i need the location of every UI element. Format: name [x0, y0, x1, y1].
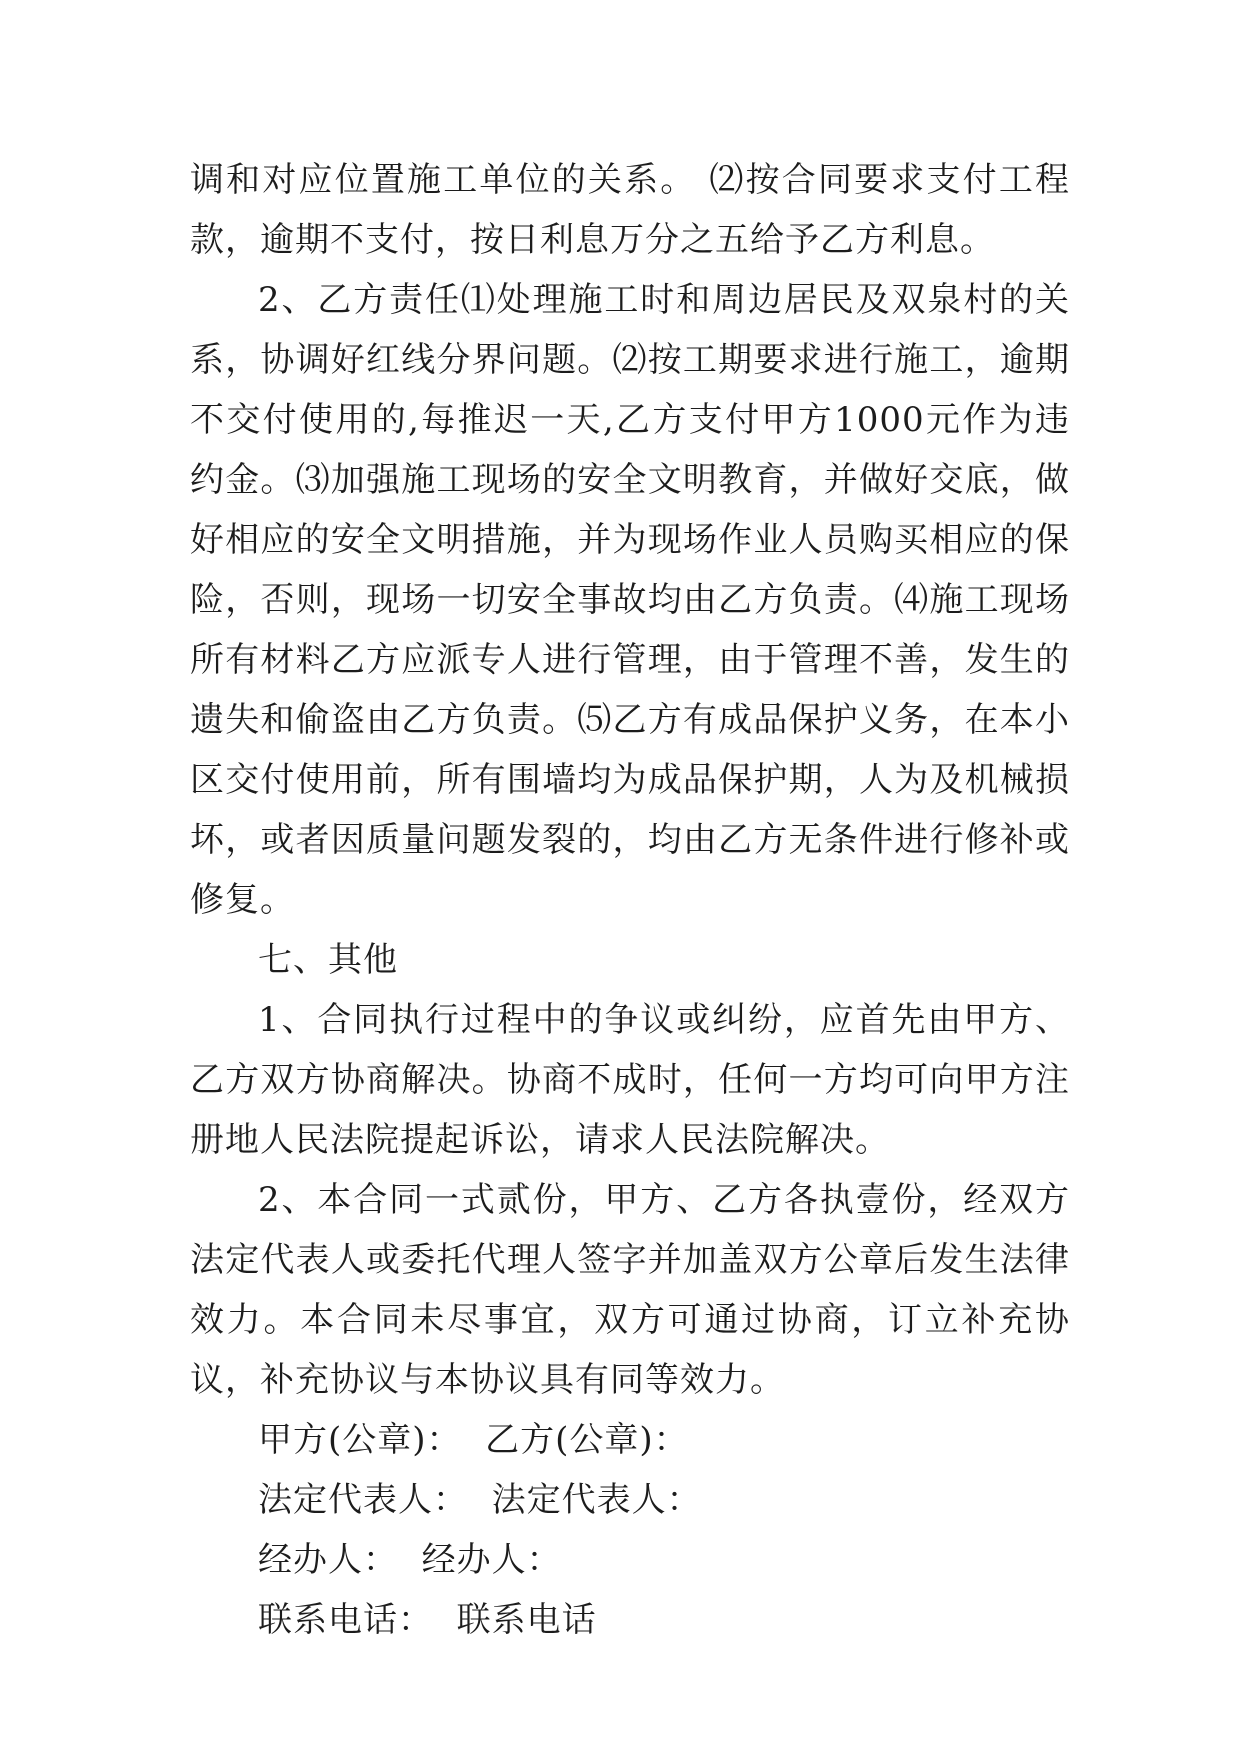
signature-line-phone: 联系电话： 联系电话 [258, 1600, 597, 1640]
paragraph-party-b-responsibilities: 2、乙方责任⑴处理施工时和周边居民及双泉村的关系，协调好红线分界问题。⑵按工期要求进行施工，逾期不交付使用的,每推迟一天,乙方支付甲方1000元作为违约金。⑶加强施工现场的安全文明教育，并做好交底，做好相应的安全文明措施，并为现场作业人员购买相应的保险，否则，现场一切安全事故均由乙方负责。⑷施工现场所有材料乙方应派专人进行管理，由于管理不善，发生的遗失和偷盗由乙方负责。⑸乙方有成品保护义务，在本小区交付使用前，所有围墙均为成品保护期，人为及机械损坏，或者因质量问题发裂的，均由乙方无条件进行修补或修复。 [190, 280, 1070, 920]
document-body [190, 150, 1070, 1650]
paragraph-dispute-resolution: 1、合同执行过程中的争议或纠纷，应首先由甲方、乙方双方协商解决。协商不成时，任何一方均可向甲方注册地人民法院提起诉讼，请求人民法院解决。 [190, 1000, 1070, 1160]
section-heading-other: 七、其他 [258, 940, 398, 980]
paragraph-party-a-obligations-continued: 调和对应位置施工单位的关系。 ⑵按合同要求支付工程款，逾期不支付，按日利息万分之五给予乙方利息。 [190, 160, 1070, 260]
signature-line-legal-representative: 法定代表人： 法定代表人： [258, 1480, 702, 1520]
signature-line-seal: 甲方(公章)： 乙方(公章)： [258, 1420, 689, 1460]
paragraph-contract-copies: 2、本合同一式贰份，甲方、乙方各执壹份，经双方法定代表人或委托代理人签字并加盖双方公章后发生法律效力。本合同未尽事宜，双方可通过协商，订立补充协议，补充协议与本协议具有同等效力。 [190, 1180, 1070, 1400]
signature-line-handler: 经办人： 经办人： [258, 1540, 562, 1580]
signature-block [190, 1410, 1070, 1650]
